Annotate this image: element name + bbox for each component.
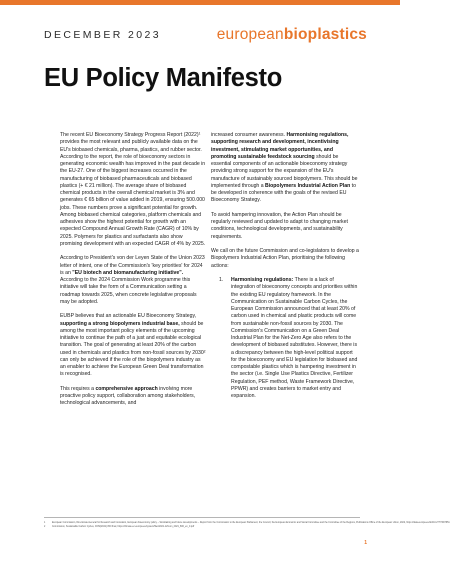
action-list	[211, 277, 359, 400]
text-run: EUBP believes that an actionable EU Bioeconomy Strategy,	[60, 313, 197, 320]
paragraph-eubp-belief	[60, 313, 206, 378]
european-bioplastics-logo	[217, 26, 367, 44]
right-column	[211, 132, 359, 400]
bold-initiative: "EU biotech and biomanufacturing initiative".	[72, 269, 184, 276]
bold-harmonising-list: Harmonising regulations, supporting research and development, incentivising investment, stimulating market opportunities, and promoting sustainable feedstock sourcing	[211, 132, 349, 160]
text-run: There is a lack of integration of bioeconomy concepts and priorities within the existing EU regulatory framework. In the Communication on Sustainable Carbon Cycles, the European Commission announced that at least 20% of carbon used in chemical and plastic products will come from sustainable non-fossil sources by 2030. The Commission's Communication on a Green Deal Industrial Plan for the Net-Zero Age also refers to the development of biobased substitutes. However, there is a discrepancy between the high-level political support for the bioeconomy and EU legislation for biobased and compostable plastics which is hampering investment in the sector (i.e. Single Use Plastics Directive, Fertilizer Regulation, PEF method, Waste Framework Directive, PPWR) and creates barriers to market entry and expansion.	[231, 277, 358, 399]
bold-action-plan: Biopolymers Industrial Action Plan	[265, 182, 351, 189]
footnote-2	[44, 525, 360, 529]
bold-comprehensive-approach: comprehensive approach	[95, 385, 158, 392]
text-run: should be essential components of an actionable bioeconomy strategy providing strong support for the expansion of the EU's manufacture of sustainably sourced biopolymers. This should be implemented through a	[211, 153, 358, 189]
list-item	[211, 277, 359, 400]
logo-text-european: european	[216, 26, 284, 43]
paragraph-avoid-hampering: To avoid hampering innovation, the Action Plan should be regularly reviewed and updated to adapt to changing market conditions, technological developments, and sustainability requirements.	[211, 211, 348, 240]
paragraph-call-on-commission: We call on the future Commission and co-legislators to develop a Biopolymers Industrial Action Plan, prioritising the following actions:	[211, 248, 359, 269]
text-run: This requires a	[60, 385, 96, 392]
page-title: EU Policy Manifesto	[44, 64, 283, 92]
document-date: DECEMBER 2023	[44, 29, 161, 41]
bold-industrial-base: supporting a strong biopolymers industrial base,	[60, 320, 180, 327]
left-column	[60, 132, 206, 415]
text-run: According to the 2024 Commission Work programme this initiative will take the form of a Communication setting a roadmap towards 2025, when concrete legislative proposals may be adopted.	[60, 277, 197, 305]
text-run: to be developed in coherence with the goals of the revised EU Bioeconomy Strategy.	[211, 182, 356, 204]
page-header	[44, 24, 367, 46]
footnote-number: 2	[44, 526, 46, 529]
footnotes	[44, 517, 450, 529]
list-item-heading: Harmonising regulations:	[231, 277, 294, 283]
paragraph-bioeconomy-report: The recent EU Bioeconomy Strategy Progress Report (2022)¹ provides the most relevant and publicly available data on the EU's biobased chemicals, pharma, plastics, and rubber sector. According to the report, the role of bioeconomy sectors in generating economic wealth has improved in the past decade in the EU-27. One of the biggest increases occurred in the manufacturing of biobased pharmaceuticals and biobased plastics (+ € 21 million). The average share of biobased chemical products in the overall chemical market is 3% and generates € 65 billion of value added in 2019, ensuring 500.000 jobs. These numbers prove a significant potential for growth. Among biobased chemical categories, platform chemicals and adhesives show the highest potential for growth with an expected Compound Annual Growth Rate (CAGR) of 10% by 2025. Polymers for plastics and surfactants also show promising development with an expected CAGR of 4% by 2025.	[60, 132, 206, 247]
footnote-text: European Commission, Directorate-General for Research and Innovation, European bioeconomy policy – Stocktaking and future developments – Report from the Commission to the European Parliament, the Council, the European Economic and Social Committee and the Committee of the Regions, Publications Office of the European Union, 2022, https://data.europa.eu/doi/10.2777/997651	[52, 522, 450, 524]
paragraph-state-of-union	[60, 255, 206, 306]
page-number: 1	[364, 540, 367, 546]
list-item-body	[231, 277, 359, 400]
list-item-number: 1.	[219, 277, 224, 283]
footnote-number: 1	[44, 522, 46, 524]
text-run: According to President's von der Leyen State of the Union 2023 letter of intent, one of the Commission's 'key priorities' for 2024 is an	[60, 255, 205, 276]
text-run: should be among the most important policy elements of the upcoming initiative to continue the path of a just and equitable ecological transition. The goal of generating at least 20% of the carbon used in chemicals and plastics from non-fossil sources by 2030² can only be achieved if the role of the biopolymers industry as an enabler to achieve the European Green Deal transformation is recognised.	[60, 320, 206, 378]
top-accent-bar	[0, 0, 400, 5]
text-run: increased consumer awareness.	[211, 132, 287, 138]
paragraph-comprehensive-approach	[60, 386, 206, 408]
footnote-text: Commission, Sustainable Carbon Cycles, COM(2021) 800 final, https://climate.ec.europa.eu/system/files/2021-12/com_2021_800_en_0.pdf	[52, 526, 195, 529]
paragraph-consumer-awareness	[211, 132, 359, 205]
logo-text-bioplastics: bioplastics	[283, 26, 367, 43]
text-run: involving more proactive policy support, collaboration among stakeholders, technological advancements, and	[60, 385, 196, 407]
